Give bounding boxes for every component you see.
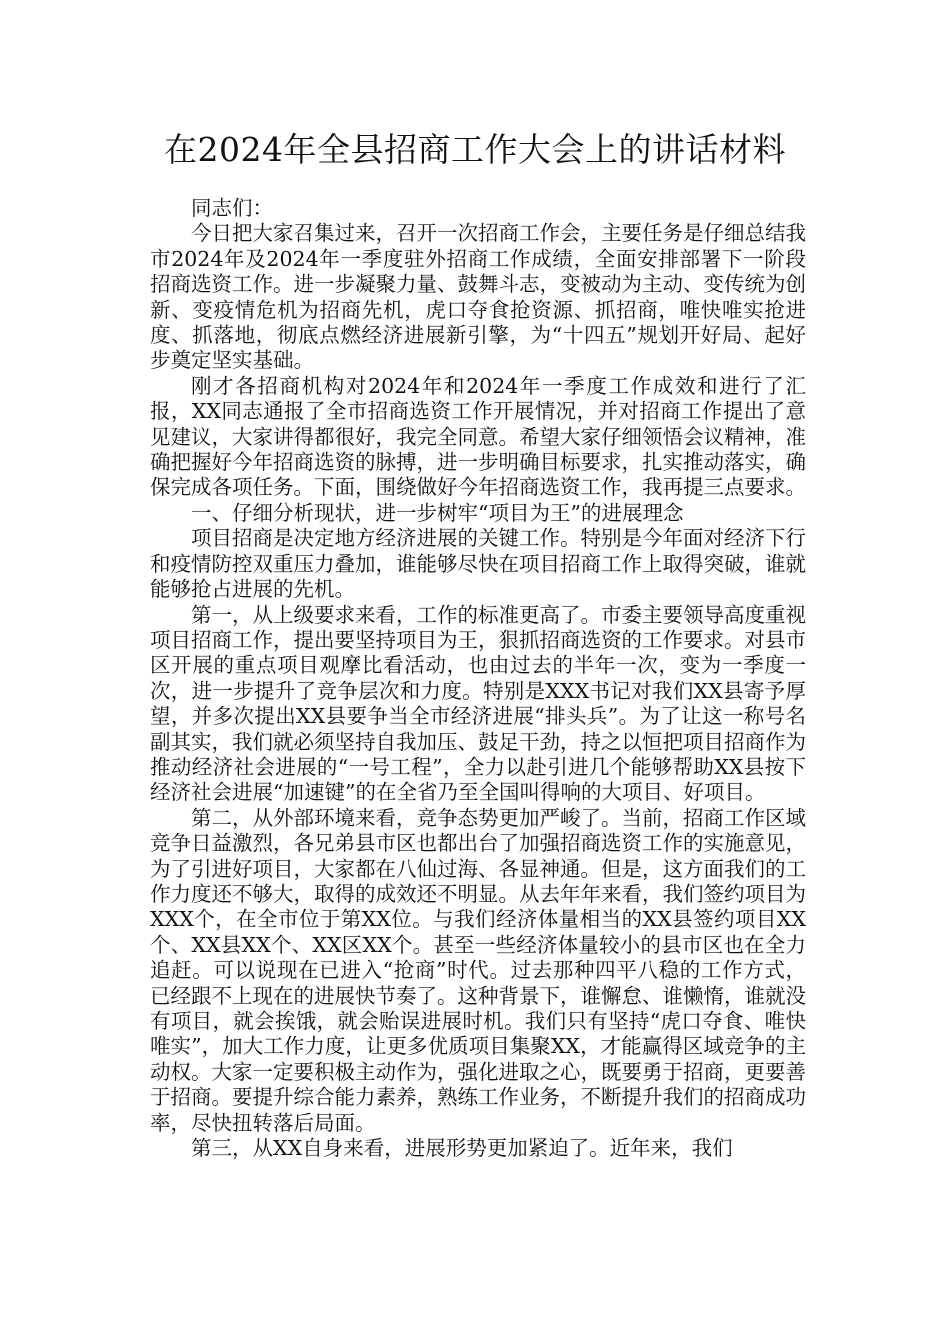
salutation: 同志们：	[191, 196, 273, 220]
paragraph: 第三，从XX自身来看，进展形势更加紧迫了。近年来，我们	[191, 1136, 733, 1161]
document-body	[150, 196, 806, 1161]
paragraph: 项目招商是决定地方经济进展的关键工作。特别是今年面对经济下行和疫情防控双重压力叠加，谁能够尽快在项目招商工作上取得突破，谁就能够抢占进展的先机。	[150, 526, 806, 602]
paragraph: 第一，从上级要求来看，工作的标准更高了。市委主要领导高度重视项目招商工作，提出要坚持项目为王，狠抓招商选资的工作要求。对县市区开展的重点项目观摩比看活动，也由过去的半年一次，变为一季度一次，进一步提升了竞争层次和力度。特别是XXX书记对我们XX县寄予厚望，并多次提出XX县要争当全市经济进展“排头兵”。为了让这一称号名副其实，我们就必须坚持自我加压、鼓足干劲，持之以恒把项目招商作为推动经济社会进展的“一号工程”，全力以赴引进几个能够帮助XX县按下经济社会进展“加速键”的在全省乃至全国叫得响的大项目、好项目。	[150, 602, 806, 805]
section-heading: 一、仔细分析现状，进一步树牢“项目为王”的进展理念	[191, 500, 684, 525]
paragraph: 今日把大家召集过来，召开一次招商工作会，主要任务是仔细总结我市2024年及2024年一季度驻外招商工作成绩，全面安排部署下一阶段招商选资工作。进一步凝聚力量、鼓舞斗志，变被动为主动、变传统为创新、变疫情危机为招商先机，虎口夺食抢资源、抓招商，唯快唯实抢进度、抓落地，彻底点燃经济进展新引擎，为“十四五”规划开好局、起好步奠定坚实基础。	[150, 221, 806, 373]
paragraph: 第二，从外部环境来看，竞争态势更加严峻了。当前，招商工作区域竞争日益激烈，各兄弟县市区也都出台了加强招商选资工作的实施意见，为了引进好项目，大家都在八仙过海、各显神通。但是，这方面我们的工作力度还不够大，取得的成效还不明显。从去年年来看，我们签约项目为XXX个，在全市位于第XX位。与我们经济体量相当的XX县签约项目XX个、XX县XX个、XX区XX个。甚至一些经济体量较小的县市区也在全力追赶。可以说现在已进入“抢商”时代。过去那种四平八稳的工作方式，已经跟不上现在的进展快节奏了。这种背景下，谁懈怠、谁懒惰，谁就没有项目，就会挨饿，就会贻误进展时机。我们只有坚持“虎口夺食、唯快唯实”，加大工作力度，让更多优质项目集聚XX，才能赢得区域竞争的主动权。大家一定要积极主动作为，强化进取之心，既要勇于招商，更要善于招商。要提升综合能力素养，熟练工作业务，不断提升我们的招商成功率，尽快扭转落后局面。	[150, 805, 806, 1135]
paragraph: 刚才各招商机构对2024年和2024年一季度工作成效和进行了汇报，XX同志通报了全市招商选资工作开展情况，并对招商工作提出了意见建议，大家讲得都很好，我完全同意。希望大家仔细领悟会议精神，准确把握好今年招商选资的脉搏，进一步明确目标要求，扎实推动落实，确保完成各项任务。下面，围绕做好今年招商选资工作，我再提三点要求。	[150, 373, 806, 500]
document-title: 在2024年全县招商工作大会上的讲话材料	[164, 130, 786, 169]
